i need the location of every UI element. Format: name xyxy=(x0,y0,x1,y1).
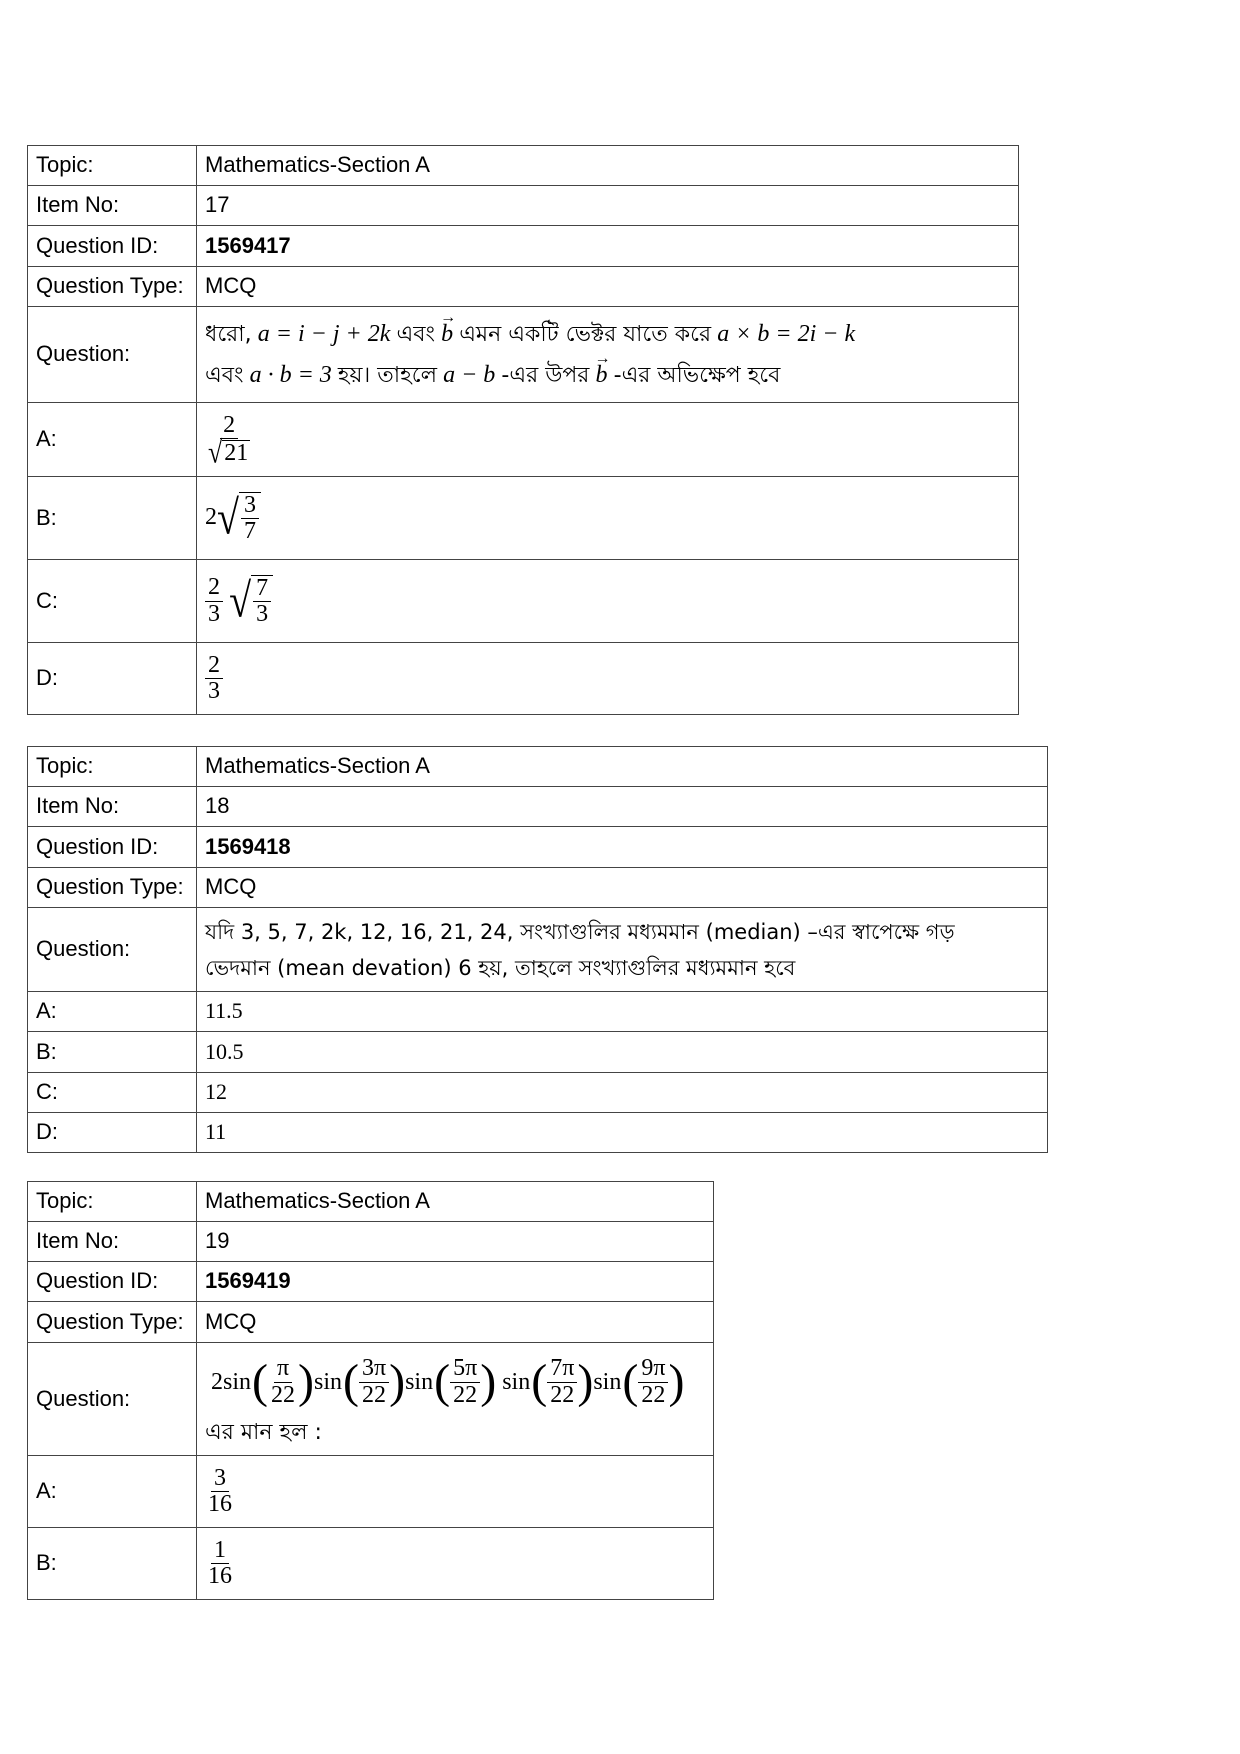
sin-arg: $\frac{3\pi}{22}$ xyxy=(359,1356,389,1407)
option-a[interactable]: 11.5 xyxy=(197,992,1048,1032)
option-a[interactable] xyxy=(197,403,1019,477)
question-label: Question: xyxy=(28,1343,197,1456)
vector-equation: a = i − j + 2k xyxy=(257,320,391,347)
numerator: 2 xyxy=(220,413,238,439)
q-word: এবং xyxy=(205,362,244,388)
item-no-value: 17 xyxy=(197,186,1019,226)
item-no-value: 18 xyxy=(197,787,1048,827)
option-b-label: B: xyxy=(28,1032,197,1073)
q-word: এবং xyxy=(396,321,435,347)
topic-value: Mathematics-Section A xyxy=(197,747,1048,787)
sin-fn: sin xyxy=(593,1368,622,1395)
option-c[interactable]: 12 xyxy=(197,1073,1048,1113)
option-b[interactable]: 10.5 xyxy=(197,1032,1048,1073)
option-b-label: B: xyxy=(28,477,197,560)
question-id-value: 1569417 xyxy=(197,226,1019,267)
question-type-value: MCQ xyxy=(197,267,1019,307)
question-id-value: 1569418 xyxy=(197,827,1048,868)
question-id-label: Question ID: xyxy=(28,1262,197,1302)
item-no-label: Item No: xyxy=(28,1222,197,1262)
option-b-label: B: xyxy=(28,1528,197,1600)
question-id-label: Question ID: xyxy=(28,827,197,868)
question-type-value: MCQ xyxy=(197,868,1048,908)
option-b[interactable] xyxy=(197,1528,714,1600)
question-type-label: Question Type: xyxy=(28,267,197,307)
cross-product: a × b = 2i − k xyxy=(717,320,856,347)
sin-fn: sin xyxy=(223,1368,252,1395)
option-a-label: A: xyxy=(28,992,197,1032)
question-text xyxy=(197,307,1019,403)
fraction: $\frac{2}{3}$ xyxy=(205,653,223,704)
question-id-value: 1569419 xyxy=(197,1262,714,1302)
q-word: হয়। তাহলে xyxy=(337,362,437,388)
topic-value: Mathematics-Section A xyxy=(197,1182,714,1222)
sin-arg: $\frac{7\pi}{22}$ xyxy=(547,1356,577,1407)
dot-product: a · b = 3 xyxy=(249,361,332,388)
option-d[interactable]: 11 xyxy=(197,1113,1048,1153)
vector-difference: a − b xyxy=(443,361,496,388)
question-label: Question: xyxy=(28,307,197,403)
question-table-19 xyxy=(27,1181,714,1600)
sin-fn: sin xyxy=(313,1368,342,1395)
question-text xyxy=(197,908,1048,992)
topic-label: Topic: xyxy=(28,1182,197,1222)
option-c-label: C: xyxy=(28,560,197,643)
topic-label: Topic: xyxy=(28,747,197,787)
option-c-label: C: xyxy=(28,1073,197,1113)
sin-fn: sin xyxy=(405,1368,434,1395)
vector-b: → b xyxy=(596,355,608,395)
question-line: এর মান হল : xyxy=(205,1420,322,1445)
option-d-label: D: xyxy=(28,1113,197,1153)
option-a-label: A: xyxy=(28,403,197,477)
square-root: √ $\frac{7}{3}$ xyxy=(229,575,273,627)
sin-fn: sin xyxy=(502,1368,531,1395)
question-table-17 xyxy=(27,145,1019,715)
sin-arg: $\frac{\pi}{22}$ xyxy=(271,1355,295,1408)
option-a-label: A: xyxy=(28,1456,197,1528)
question-line: ভেদমান (mean devation) 6 হয়, তাহলে সংখ্যাগুলির মধ্যমমান হবে xyxy=(205,955,796,980)
option-d-label: D: xyxy=(28,643,197,715)
coefficient: 2 xyxy=(211,1368,223,1395)
sin-arg: $\frac{9\pi}{22}$ xyxy=(638,1356,668,1407)
sine-product: 2 sin ( $\frac{\pi}{22}$ ) sin ( $\frac{3\pi}{22}$ ) sin ( $\frac{5\pi}{22}$ ) sin ( $\frac{7\pi}{22}$ ) sin ( $\frac{9\pi}{22}$ ) xyxy=(211,1355,685,1408)
question-type-value: MCQ xyxy=(197,1302,714,1343)
coefficient: 2 xyxy=(205,503,217,530)
q-word: -এর উপর xyxy=(501,362,590,388)
question-line: যদি 3, 5, 7, 2k, 12, 16, 21, 24, সংখ্যাগুলির মধ্যমমান (median) –এর স্বাপেক্ষে গড় xyxy=(205,919,955,944)
option-b[interactable] xyxy=(197,477,1019,560)
item-no-label: Item No: xyxy=(28,186,197,226)
sin-arg: $\frac{5\pi}{22}$ xyxy=(450,1356,480,1407)
option-c[interactable] xyxy=(197,560,1019,643)
question-id-label: Question ID: xyxy=(28,226,197,267)
fraction: $\frac{3}{16}$ xyxy=(208,1464,232,1517)
fraction: $\frac{1}{16}$ xyxy=(208,1536,232,1589)
option-a[interactable] xyxy=(197,1456,714,1528)
question-type-label: Question Type: xyxy=(28,1302,197,1343)
q-word: -এর অভিক্ষেপ হবে xyxy=(613,362,781,388)
question-type-label: Question Type: xyxy=(28,868,197,908)
item-no-value: 19 xyxy=(197,1222,714,1262)
topic-value: Mathematics-Section A xyxy=(197,146,1019,186)
q-word: ধরো, xyxy=(205,321,252,347)
item-no-label: Item No: xyxy=(28,787,197,827)
fraction xyxy=(205,412,253,470)
square-root: √ $\frac{3}{7}$ xyxy=(217,492,261,544)
denominator xyxy=(205,434,253,470)
question-table-18 xyxy=(27,746,1048,1153)
vector-b: → b xyxy=(441,314,453,354)
fraction: $\frac{2}{3}$ xyxy=(205,575,223,626)
q-word: এমন একটি ভেক্টর যাতে করে xyxy=(459,321,712,347)
question-text xyxy=(197,1343,714,1456)
topic-label: Topic: xyxy=(28,146,197,186)
option-d[interactable] xyxy=(197,643,1019,715)
question-label: Question: xyxy=(28,908,197,992)
square-root: √ 21 xyxy=(208,434,249,470)
